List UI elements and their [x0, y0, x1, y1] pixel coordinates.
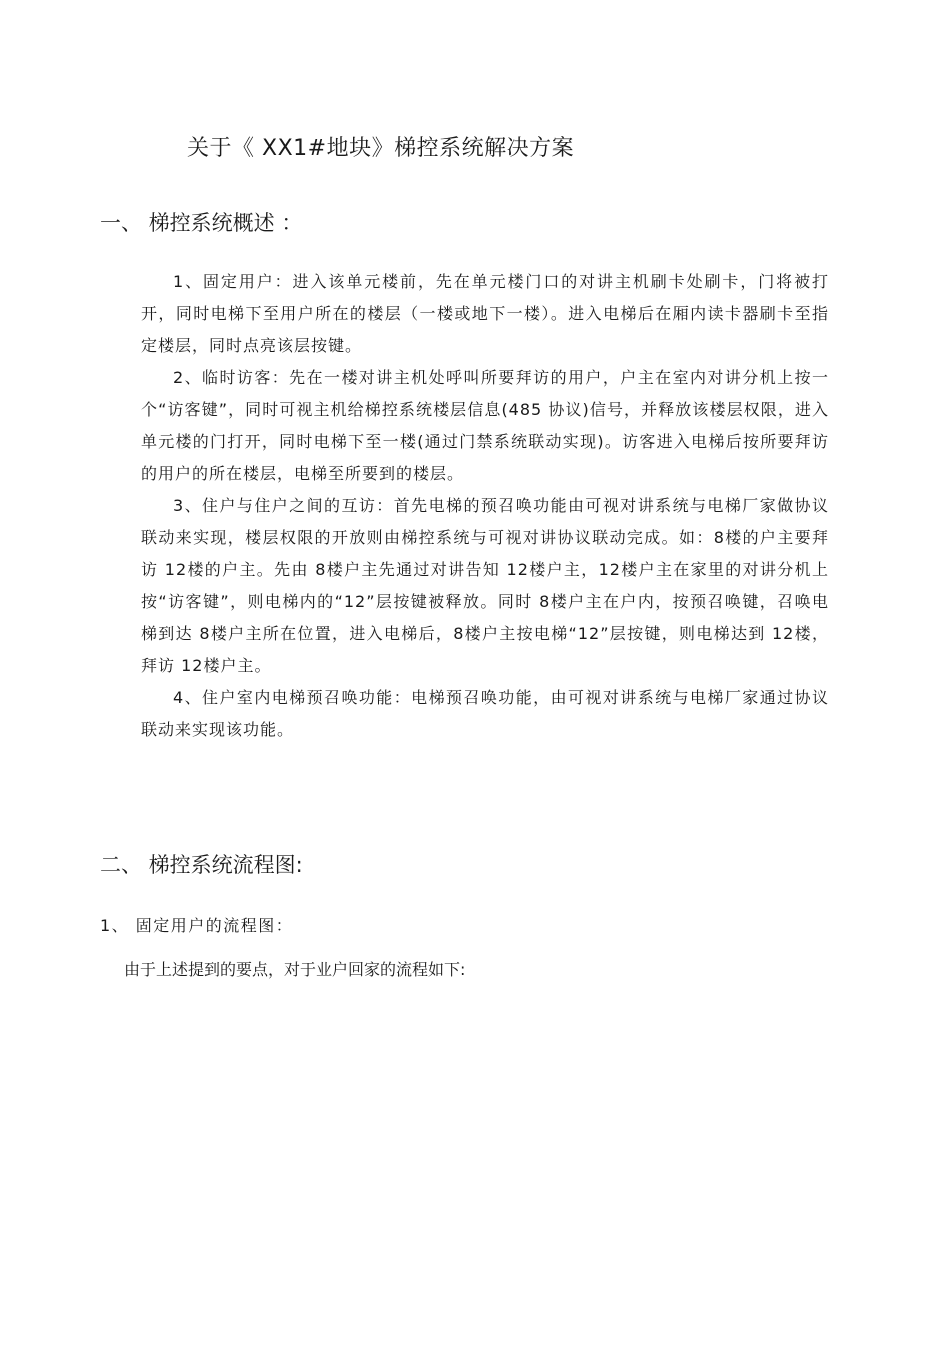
flow-intro-text: 由于上述提到的要点，对于业户回家的流程如下:: [124, 960, 466, 979]
paragraph-temporary-visitor: 2、临时访客：先在一楼对讲主机处呼叫所要拜访的用户，户主在室内对讲分机上按一个“访客键”，同时可视主机给梯控系统楼层信息(485 协议)信号，并释放该楼层权限，进入单元楼的门打开，同时电梯下至一楼(通过门禁系统联动实现)。访客进入电梯后按所要拜访的用户的所在楼层，电梯至所要到的楼层。: [141, 368, 829, 483]
paragraph-pre-call: 4、住户室内电梯预召唤功能：电梯预召唤功能，由可视对讲系统与电梯厂家通过协议联动来实现该功能。: [141, 688, 829, 739]
section-heading-overview: 一、 梯控系统概述 ：: [100, 211, 303, 235]
paragraph-fixed-user: 1、固定用户：进入该单元楼前，先在单元楼门口的对讲主机刷卡处刷卡，门将被打开，同时电梯下至用户所在的楼层（一楼或地下一楼）。进入电梯后在厢内读卡器刷卡至指定楼层，同时点亮该层按键。: [141, 272, 829, 355]
section-heading-flowchart: 二、 梯控系统流程图:: [100, 853, 303, 877]
overview-body: [141, 266, 829, 746]
subheading-fixed-user-flow: 1、 固定用户的流程图：: [100, 916, 294, 935]
paragraph-resident-visit: 3、住户与住户之间的互访：首先电梯的预召唤功能由可视对讲系统与电梯厂家做协议联动来实现，楼层权限的开放则由梯控系统与可视对讲协议联动完成。如：8楼的户主要拜访 12楼的户主。先由 8楼户主先通过对讲告知 12楼户主，12楼户主在家里的对讲分机上按“访客键”，则电梯内的“12”层按键被释放。同时 8楼户主在户内，按预召唤键，召唤电梯到达 8楼户主所在位置，进入电梯后，8楼户主按电梯“12”层按键，则电梯达到 12楼，拜访 12楼户主。: [141, 496, 829, 675]
document-title: 关于《 XX1#地块》梯控系统解决方案: [187, 136, 575, 161]
